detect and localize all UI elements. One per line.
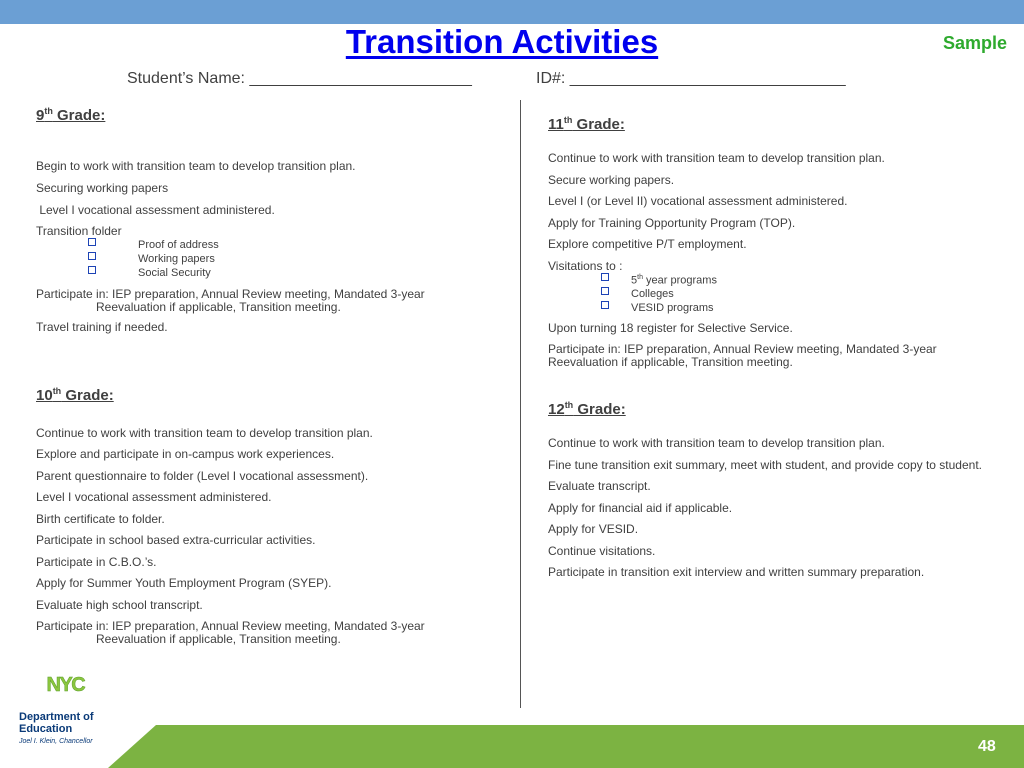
grade-11-heading: 11th Grade: <box>548 115 625 133</box>
checkbox-bullet-icon <box>601 273 609 284</box>
grade-11-sub-item: VESID programs <box>631 302 714 314</box>
grade-9-sub-item: Working papers <box>138 253 215 265</box>
department-name: Department of Education <box>19 711 94 735</box>
footer-band <box>108 725 1024 768</box>
grade-10-item: Level I vocational assessment administered. <box>36 490 272 504</box>
student-name-field: Student’s Name: _________________________ <box>127 70 472 87</box>
grade-9-heading: 9th Grade: <box>36 106 106 124</box>
grade-11-item: Upon turning 18 register for Selective Service. <box>548 321 793 335</box>
grade-9-participate: Participate in: IEP preparation, Annual Review meeting, Mandated 3-year Reevaluation if applicable, Transition meeting. <box>36 287 425 314</box>
checkbox-bullet-icon <box>601 287 609 298</box>
checkbox-bullet-icon <box>88 252 96 263</box>
grade-11-participate: Participate in: IEP preparation, Annual Review meeting, Mandated 3-year Reevaluation if applicable, Transition meeting. <box>548 342 937 369</box>
grade-12-item: Evaluate transcript. <box>548 479 651 493</box>
grade-9-sub-item: Proof of address <box>138 239 219 251</box>
grade-11-item: Apply for Training Opportunity Program (TOP). <box>548 216 796 230</box>
grade-10-item: Parent questionnaire to folder (Level I vocational assessment). <box>36 469 369 483</box>
grade-11-item: Secure working papers. <box>548 173 675 187</box>
top-banner <box>0 0 1024 24</box>
grade-12-item: Apply for financial aid if applicable. <box>548 501 733 515</box>
nyc-logo-text: NYC <box>46 674 85 696</box>
grade-10-heading: 10th Grade: <box>36 386 114 404</box>
grade-12-item: Apply for VESID. <box>548 522 639 536</box>
chancellor-name: Joel I. Klein, Chancellor <box>19 738 93 745</box>
nyc-logo-icon <box>19 674 129 714</box>
grade-9-sub-item: Social Security <box>138 267 211 279</box>
grade-12-item: Continue to work with transition team to develop transition plan. <box>548 436 885 450</box>
grade-11-item: Level I (or Level II) vocational assessment administered. <box>548 194 848 208</box>
grade-9-item: Begin to work with transition team to develop transition plan. <box>36 159 356 173</box>
grade-10-item: Apply for Summer Youth Employment Program (SYEP). <box>36 576 332 590</box>
checkbox-bullet-icon <box>601 301 609 312</box>
grade-11-sub-item: Colleges <box>631 288 674 300</box>
grade-12-item: Fine tune transition exit summary, meet with student, and provide copy to student. <box>548 458 982 472</box>
grade-10-item: Evaluate high school transcript. <box>36 598 203 612</box>
grade-12-heading: 12th Grade: <box>548 400 626 418</box>
page-title: Transition Activities <box>345 23 659 60</box>
checkbox-bullet-icon <box>88 238 96 249</box>
grade-9-item: Travel training if needed. <box>36 320 168 334</box>
page-number: 48 <box>978 738 996 755</box>
grade-10-item: Participate in C.B.O.’s. <box>36 555 157 569</box>
grade-11-item: Explore competitive P/T employment. <box>548 237 747 251</box>
grade-10-item: Participate in school based extra-curricular activities. <box>36 533 316 547</box>
id-field: ID#: _______________________________ <box>536 70 846 87</box>
grade-12-item: Participate in transition exit interview and written summary preparation. <box>548 565 925 579</box>
grade-12-item: Continue visitations. <box>548 544 656 558</box>
grade-9-item: Level I vocational assessment administered. <box>36 203 275 217</box>
grade-10-item: Explore and participate in on-campus work experiences. <box>36 447 335 461</box>
grade-9-item: Transition folder <box>36 224 122 238</box>
grade-11-item: Visitations to : <box>548 259 623 273</box>
grade-11-sub-item: 5th year programs <box>631 274 717 287</box>
sample-label: Sample <box>943 33 1008 53</box>
checkbox-bullet-icon <box>88 266 96 277</box>
grade-11-item: Continue to work with transition team to develop transition plan. <box>548 151 885 165</box>
grade-10-item: Birth certificate to folder. <box>36 512 165 526</box>
column-divider <box>520 100 521 708</box>
grade-10-participate: Participate in: IEP preparation, Annual Review meeting, Mandated 3-year Reevaluation if applicable, Transition meeting. <box>36 619 425 646</box>
grade-9-item: Securing working papers <box>36 181 169 195</box>
grade-10-item: Continue to work with transition team to develop transition plan. <box>36 426 373 440</box>
